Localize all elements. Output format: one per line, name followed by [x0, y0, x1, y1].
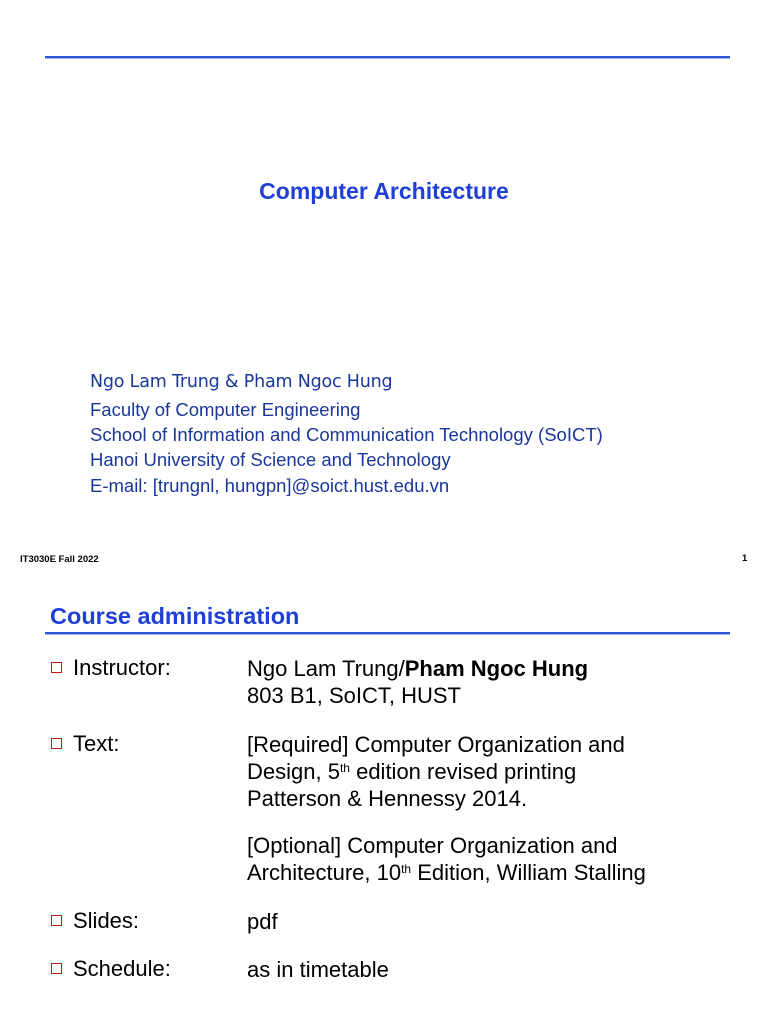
optional-line-2: [247, 859, 646, 886]
required-line-2-pre: Design, 5: [247, 759, 340, 784]
text-bullet-icon: [51, 738, 62, 749]
slide2-divider-rule: [45, 632, 730, 635]
slide1-title: Computer Architecture: [259, 178, 509, 204]
page-number: 1: [742, 553, 748, 564]
course-footer: IT3030E Fall 2022: [20, 554, 99, 565]
required-textbook: [247, 731, 625, 812]
instructor-name-plain: Ngo Lam Trung/: [247, 656, 405, 681]
required-line-2-sup: th: [339, 761, 350, 775]
optional-textbook: [247, 832, 646, 886]
slides-label: Slides:: [73, 908, 140, 933]
instructor-bullet-icon: [51, 662, 62, 673]
instructor-office: 803 B1, SoICT, HUST: [247, 683, 461, 708]
slide2-title: Course administration: [50, 603, 300, 629]
slides-bullet-icon: [51, 915, 62, 926]
instructor-value: [247, 655, 588, 709]
schedule-label: Schedule:: [73, 956, 171, 981]
required-line-1: [Required] Computer Organization and: [247, 732, 625, 757]
affiliation-university: Hanoi University of Science and Technology: [90, 449, 451, 470]
optional-line-2-pre: Architecture, 10: [247, 860, 402, 885]
required-line-2: [247, 758, 625, 785]
required-line-3: Patterson & Hennessy 2014.: [247, 786, 528, 811]
optional-line-1: [Optional] Computer Organization and: [247, 833, 618, 858]
instructor-name-bold: Pham Ngoc Hung: [404, 656, 589, 681]
instructor-label: Instructor:: [73, 655, 171, 680]
optional-line-2-post: Edition, William Stalling: [411, 860, 646, 885]
affiliation-faculty: Faculty of Computer Engineering: [90, 399, 361, 420]
authors-line: Ngo Lam Trung & Pham Ngoc Hung: [90, 372, 393, 392]
schedule-value: as in timetable: [247, 957, 389, 982]
top-divider-rule: [45, 56, 730, 59]
schedule-bullet-icon: [51, 963, 62, 974]
required-line-2-post: edition revised printing: [349, 759, 577, 784]
contact-email: E-mail: [trungnl, hungpn]@soict.hust.edu.vn: [90, 475, 450, 496]
affiliation-school: School of Information and Communication Technology (SoICT): [90, 424, 603, 445]
optional-line-2-sup: th: [401, 862, 412, 876]
slides-value: pdf: [247, 909, 278, 934]
instructor-names: [247, 655, 588, 682]
text-label: Text:: [73, 731, 120, 756]
